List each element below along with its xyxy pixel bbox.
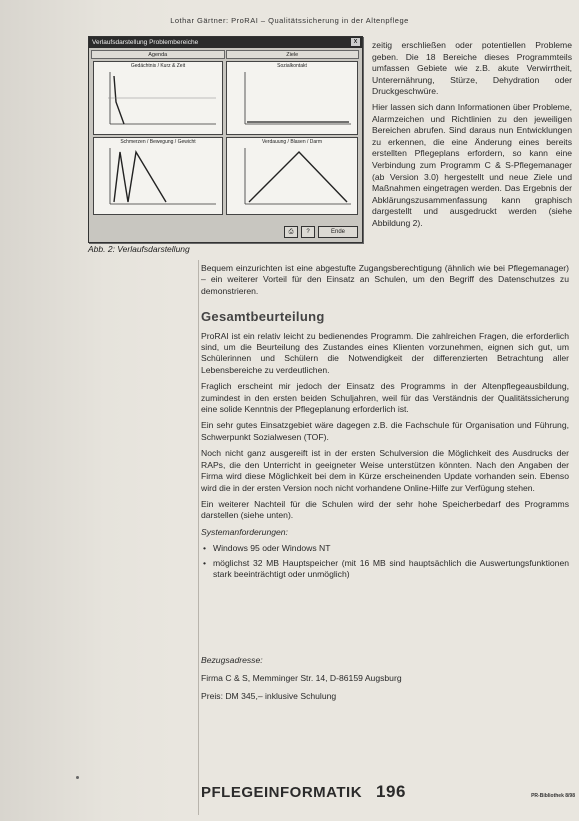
plot-title: Gedächtnis / Kurz & Zeit <box>130 63 186 69</box>
paragraph: zeitig erschließen oder potentiellen Probleme geben. Die 18 Bereiche dieses Programmteils umfassen Gebiete wie z.B. akute Verwirrtheit, Unterernährung, Stürze, Dehydration oder Druckgeschwüre. <box>372 40 572 97</box>
plot-4 <box>226 137 358 215</box>
window-tabs <box>91 50 360 59</box>
running-head: Lothar Gärtner: ProRAI – Qualitätssicherung in der Altenpflege <box>170 16 409 25</box>
plot-title: Sozialkontakt <box>277 63 307 69</box>
paragraph: ProRAI ist ein relativ leicht zu bedienendes Programm. Die zahlreichen Fragen, die erforderlich sind, um die Beurteilung des Zustandes eines Klienten vorzunehmen, eignen sich gut, um Schülerinnen und Schülern die Notwendigkeit der differenzierten Betrachtung aller Lebensbereiche zu verdeutlichen. <box>201 330 569 375</box>
section-heading: Gesamtbeurteilung <box>201 309 325 325</box>
close-icon[interactable]: x <box>351 38 360 46</box>
end-button[interactable]: Ende <box>318 226 358 238</box>
plot-1-graph <box>94 62 222 134</box>
list-item: • möglichst 32 MB Hauptspeicher (mit 16 MB sind hauptsächlich die Auswertungsfunktionen stark beeinträchtigt oder unmöglich) <box>201 558 569 581</box>
requirements-list <box>201 543 569 580</box>
plot-3 <box>93 137 223 215</box>
window-buttons <box>284 226 358 238</box>
journal-name: PFLEGEINFORMATIK <box>201 784 363 801</box>
plot-title: Verdauung / Blasen / Darm <box>261 139 323 145</box>
paragraph: Hier lassen sich dann Informationen über Probleme, Alarmzeichen und Richtlinien zu den jeweiligen Bereichen abrufen. Sind daraus nun Entwicklungen zu erkennen, die eine Änderung eines bereits erstellten Pflegeplans erfordern, so kann eine Verbindung zum Programm C & S-Pflegemanager (ab Version 3.0) hergestellt und neue Ziele und Maßnahmen eingetragen werden. Das Ergebnis der Abklärungszusammenfassung kann graphisch dargestellt und ausgedruckt werden (siehe Abbildung 2). <box>372 101 572 228</box>
window-title: Verlaufsdarstellung Problembereiche <box>92 39 199 46</box>
figure-window <box>88 36 363 243</box>
list-item: • Windows 95 oder Windows NT <box>201 543 569 554</box>
plot-3-graph <box>94 138 222 214</box>
paragraph: Fraglich erscheint mir jedoch der Einsatz des Programms in der Altenpflegeausbildung, zumindest in den ersten beiden Schuljahren, weil für das Verständnis der Qualitätssicherung eine solide Kenntnis der Pflegeplanung erforderlich ist. <box>201 381 569 415</box>
address-block <box>201 654 569 708</box>
right-column <box>372 40 572 234</box>
footer-reference: PR-Bibliothek 8/98 <box>531 793 575 799</box>
main-column <box>201 263 569 585</box>
paragraph: Ein weiterer Nachteil für die Schulen wird der sehr hohe Speicherbedarf des Programms darstellen (siehe unten). <box>201 498 569 521</box>
footer-brand <box>201 782 406 802</box>
plot-2-graph <box>227 62 357 134</box>
plot-4-graph <box>227 138 357 214</box>
tab-ziele[interactable]: Ziele <box>226 50 360 59</box>
plot-2 <box>226 61 358 135</box>
scan-speck <box>76 776 79 779</box>
paragraph: Ein sehr gutes Einsatzgebiet wäre dagegen z.B. die Fachschule für Organisation und Führung, Schwerpunkt Sozialwesen (TOF). <box>201 420 569 442</box>
paragraph: Noch nicht ganz ausgereift ist in der ersten Schulversion die Möglichkeit des Ausdrucks der RAPs, die den Unterricht in geeigneter Weise unterstützen könnten. Nach den Angaben der Firma wird diese Möglichkeit bei dem in Kürze erscheinenden Update vorhanden sein. Ebenso wird die in der ersten Version noch nicht vorhandene Online-Hilfe zur Verfügung stehen. <box>201 448 569 493</box>
address-label: Bezugsadresse: <box>201 655 263 665</box>
company-address: Firma C & S, Memminger Str. 14, D-86159 Augsburg <box>201 673 402 683</box>
figure-caption: Abb. 2: Verlaufsdarstellung <box>88 244 190 254</box>
plot-1 <box>93 61 223 135</box>
print-button[interactable]: ⎙ <box>284 226 298 238</box>
column-rule <box>198 260 199 815</box>
page-number: 196 <box>376 782 406 801</box>
plot-title: Schmerzen / Bewegung / Gewicht <box>120 139 196 145</box>
tab-agenda[interactable]: Agenda <box>91 50 225 59</box>
system-requirements-label: Systemanforderungen: <box>201 526 288 537</box>
window-titlebar <box>89 37 362 48</box>
help-button[interactable]: ? <box>301 226 315 238</box>
price: Preis: DM 345,– inklusive Schulung <box>201 691 337 701</box>
intro-paragraph: Bequem einzurichten ist eine abgestufte Zugangsberechtigung (ähnlich wie bei Pflegemanager) – ein weiterer Vorteil für den Einsatz an Schulen, um den Begriff des Datenschutzes zu demonstrieren. <box>201 263 569 296</box>
